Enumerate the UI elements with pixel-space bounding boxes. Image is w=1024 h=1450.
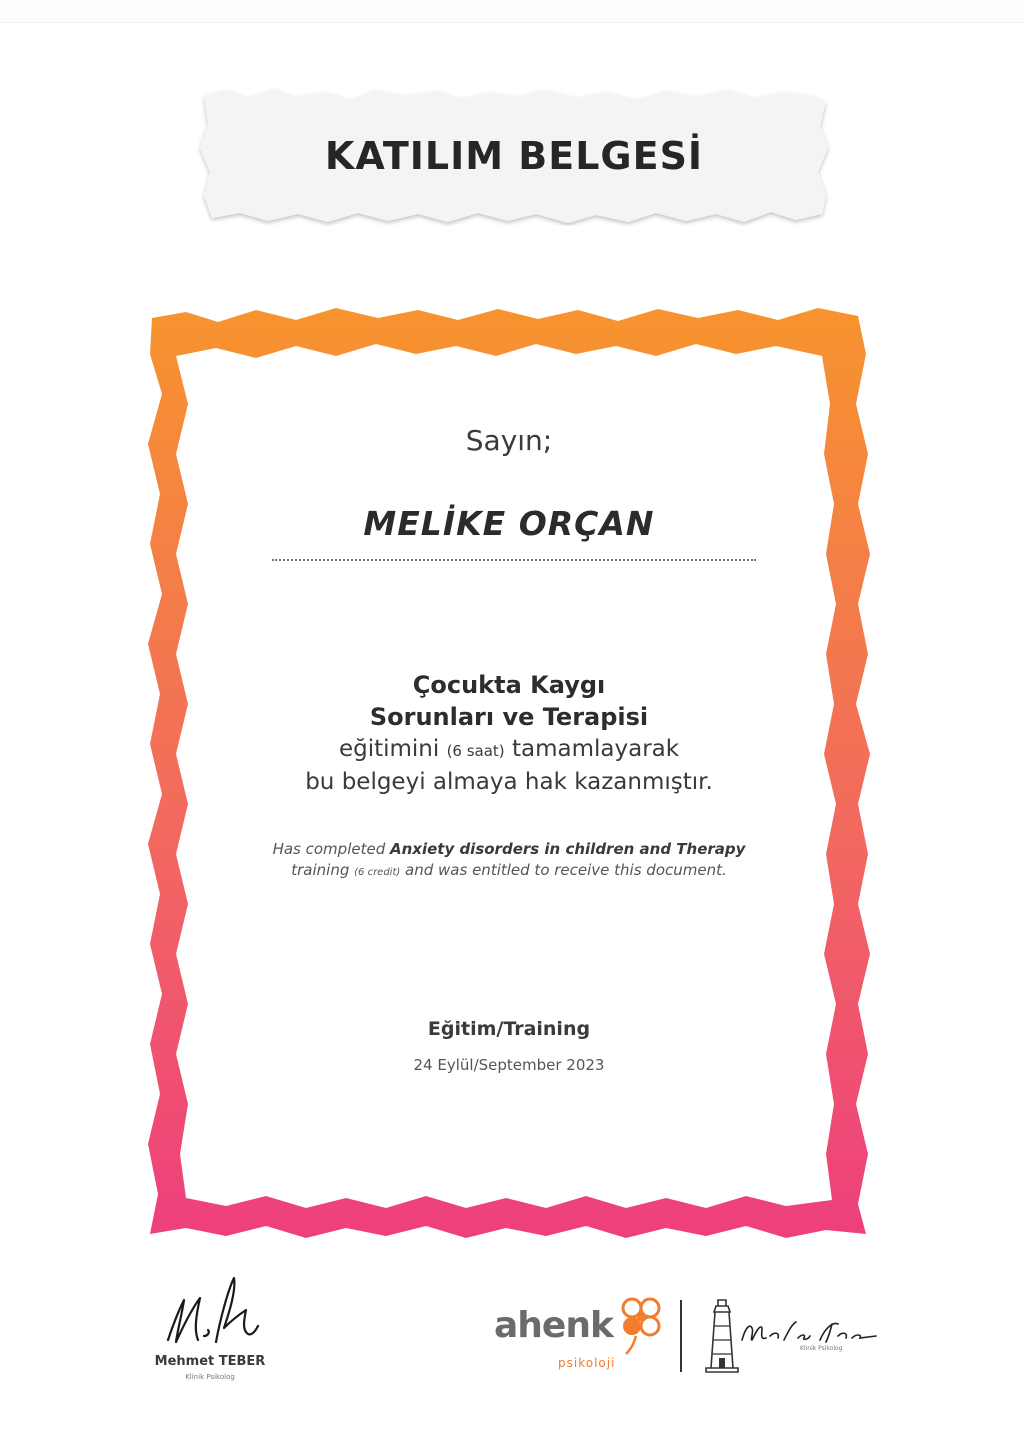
course-title-line1: Çocukta Kaygı (412, 671, 606, 699)
english-description (249, 839, 769, 883)
flower-icon (618, 1296, 664, 1356)
course-title (146, 669, 872, 733)
course-description (146, 734, 872, 798)
desc-hours: (6 saat) (446, 742, 505, 760)
name-underline (272, 559, 756, 561)
brand-logo-text: ahenk (494, 1305, 613, 1346)
certificate-content (146, 304, 872, 1239)
en-part1: Has completed (272, 840, 390, 858)
training-date: 24 Eylül/September 2023 (413, 1056, 605, 1074)
title-banner (196, 86, 832, 226)
top-bar (0, 0, 1024, 23)
en-course: Anxiety disorders in children and Therapy (390, 840, 746, 858)
certificate-title: KATILIM BELGESİ (324, 134, 704, 178)
recipient-name: MELİKE ORÇAN (363, 504, 655, 543)
brand-signature-title: Klinik Psikolog (800, 1345, 843, 1352)
desc-part2: tamamlayarak (504, 736, 680, 762)
training-label: Eğitim/Training (427, 1018, 591, 1040)
salutation: Sayın; (465, 424, 553, 457)
lighthouse-icon (702, 1296, 742, 1376)
brand-subtitle: psikoloji (558, 1356, 616, 1370)
en-credit: (6 credit) (354, 867, 401, 878)
signatory-title: Klinik Psikolog (185, 1373, 235, 1381)
en-part3: and was entitled to receive this document. (400, 861, 727, 879)
desc-part1: eğitimini (338, 736, 447, 762)
course-title-line2: Sorunları ve Terapisi (369, 703, 649, 731)
signature-block (130, 1270, 290, 1390)
handwritten-signature (160, 1270, 260, 1356)
brand-signature-icon (740, 1318, 880, 1348)
desc-line2: bu belgeyi almaya hak kazanmıştır. (305, 769, 713, 795)
signatory-name: Mehmet TEBER (154, 1354, 266, 1369)
logo-divider (680, 1300, 682, 1372)
en-part2: training (291, 861, 355, 879)
